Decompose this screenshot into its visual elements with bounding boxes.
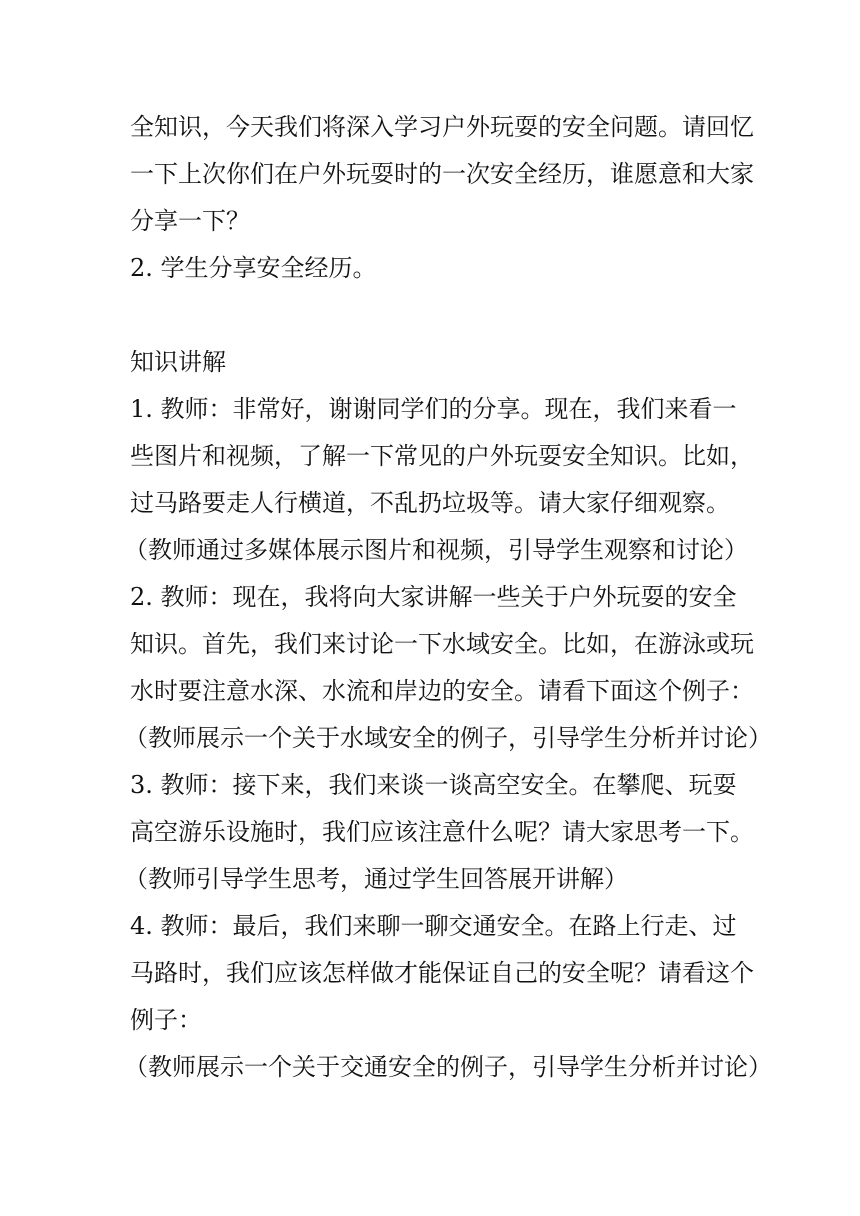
paragraph-line: 例子： — [130, 1006, 202, 1034]
list-item-line: 3. 教师：接下来，我们来谈一谈高空安全。在攀爬、玩耍 — [130, 771, 737, 799]
teacher-activity-note: （教师展示一个关于水域安全的例子，引导学生分析并讨论） — [124, 724, 772, 752]
list-item-line: 2. 教师：现在，我将向大家讲解一些关于户外玩耍的安全 — [130, 583, 737, 611]
list-item-line: 1. 教师：非常好，谢谢同学们的分享。现在，我们来看一 — [130, 395, 737, 423]
blank-line — [130, 292, 750, 339]
list-item-line: 4. 教师：最后，我们来聊一聊交通安全。在路上行走、过 — [130, 912, 737, 940]
list-item-line: 2. 学生分享安全经历。 — [130, 254, 377, 282]
section-title: 知识讲解 — [130, 348, 226, 376]
paragraph-line: 一下上次你们在户外玩耍时的一次安全经历，谁愿意和大家 — [130, 160, 754, 188]
teacher-activity-note: （教师通过多媒体展示图片和视频，引导学生观察和讨论） — [124, 536, 748, 564]
paragraph-line: 过马路要走人行横道，不乱扔垃圾等。请大家仔细观察。 — [130, 489, 730, 517]
teacher-activity-note: （教师展示一个关于交通安全的例子，引导学生分析并讨论） — [124, 1053, 772, 1081]
paragraph-line: 高空游乐设施时，我们应该注意什么呢？请大家思考一下。 — [130, 818, 754, 846]
paragraph-line: 些图片和视频，了解一下常见的户外玩耍安全知识。比如， — [130, 442, 754, 470]
paragraph-line: 分享一下？ — [130, 207, 250, 235]
document-body — [124, 104, 772, 1091]
teacher-activity-note: （教师引导学生思考，通过学生回答展开讲解） — [124, 865, 628, 893]
paragraph-line: 知识。首先，我们来讨论一下水域安全。比如，在游泳或玩 — [130, 630, 754, 658]
paragraph-line: 水时要注意水深、水流和岸边的安全。请看下面这个例子： — [130, 677, 754, 705]
paragraph-line: 全知识，今天我们将深入学习户外玩耍的安全问题。请回忆 — [130, 113, 754, 141]
paragraph-line: 马路时，我们应该怎样做才能保证自己的安全呢？请看这个 — [130, 959, 754, 987]
